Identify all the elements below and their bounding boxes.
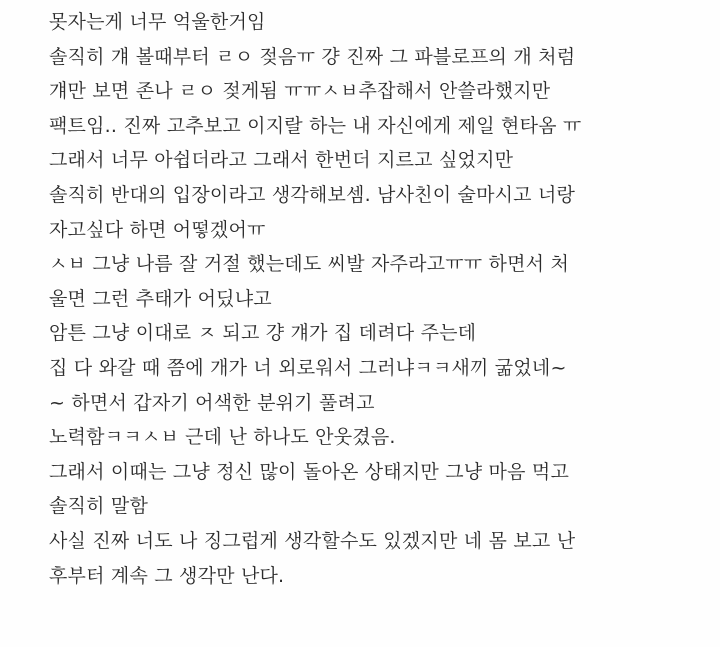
text-line: 암튼 그냥 이대로 ㅈ 되고 걍 걔가 집 데려다 주는데 xyxy=(49,322,477,345)
text-line: 자고싶다 하면 어떻겠어ㅠ xyxy=(49,218,266,241)
text-line: 노력함ㅋㅋㅅㅂ 근데 난 하나도 안웃겼음. xyxy=(49,426,396,449)
text-line: 그래서 이때는 그냥 정신 많이 돌아온 상태지만 그냥 마음 먹고 xyxy=(49,460,570,483)
text-line: 솔직히 걔 볼때부터 ㄹㅇ 젖음ㅠ 걍 진짜 그 파블로프의 개 처럼 xyxy=(49,45,576,68)
text-line: 솔직히 말함 xyxy=(49,495,149,518)
text-line: 못자는게 너무 억울한거임 xyxy=(49,11,266,33)
text-line: 울면 그런 추태가 어딨냐고 xyxy=(49,287,272,310)
text-line: 팩트임.. 진짜 고추보고 이지랄 하는 내 자신에게 제일 현타옴 ㅠ xyxy=(49,114,582,137)
text-line: ㅅㅂ 그냥 나름 잘 거절 했는데도 씨발 자주라고ㅠㅠ 하면서 처 xyxy=(49,253,570,276)
text-line: 집 다 와갈 때 쯤에 개가 너 외로워서 그러냐ㅋㅋ새끼 굶었네~ xyxy=(49,356,567,379)
text-line: 걔만 보면 존나 ㄹㅇ 젖게됨 ㅠㅠㅅㅂ추잡해서 안쓸라했지만 xyxy=(49,80,551,103)
text-body xyxy=(49,5,709,593)
text-line: 솔직히 반대의 입장이라고 생각해보셈. 남사친이 술마시고 너랑 xyxy=(49,183,576,206)
text-line: 그래서 너무 아쉽더라고 그래서 한번더 지르고 싶었지만 xyxy=(49,149,514,172)
text-line: 사실 진짜 너도 나 징그럽게 생각할수도 있겠지만 네 몸 보고 난 xyxy=(49,529,576,552)
text-line: 후부터 계속 그 생각만 난다. xyxy=(49,564,285,587)
text-line: ~ 하면서 갑자기 어색한 분위기 풀려고 xyxy=(49,391,375,414)
